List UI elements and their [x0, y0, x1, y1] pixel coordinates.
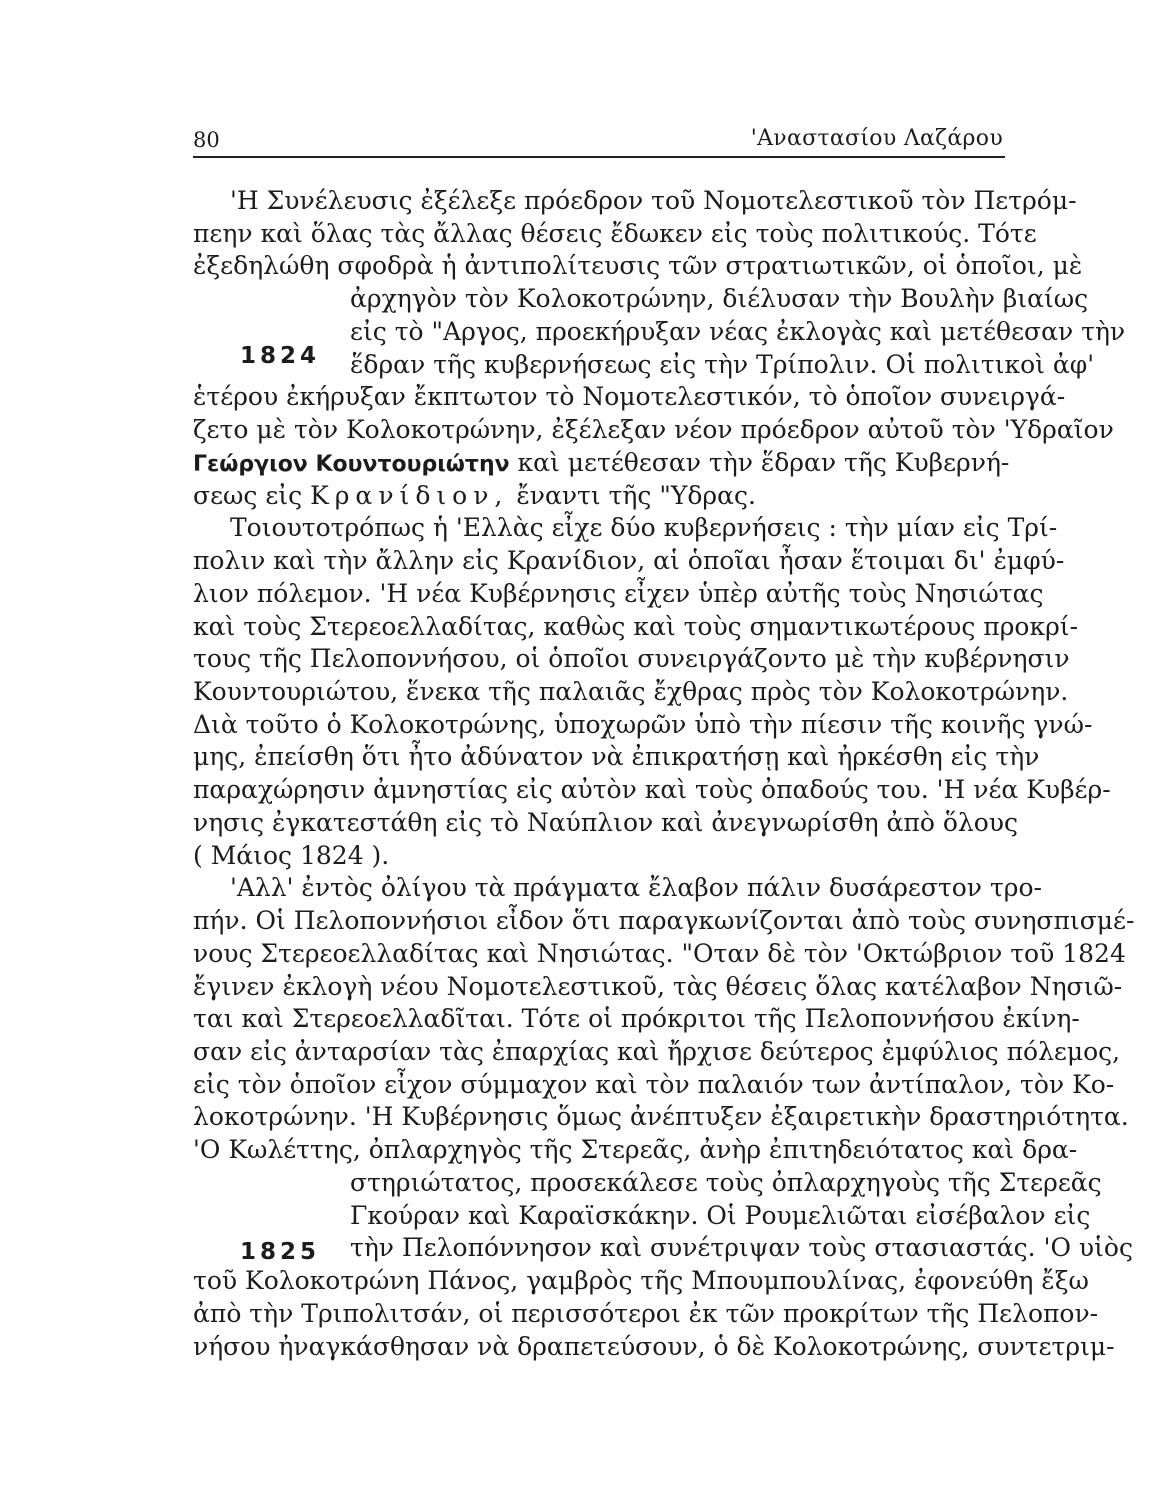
text-line: παραχώρησιν ἀμνηστίας εἰς αὐτὸν καὶ τοὺς ὀπαδούς του. 'Η νέα Κυβέρ-: [193, 775, 1111, 804]
spaced-place-name: Κρανίδιον,: [310, 481, 509, 510]
text-line: πολιν καὶ τὴν ἄλλην εἰς Κρανίδιον, αἱ ὁποῖαι ἦσαν ἕτοιμαι δι' ἐμφύ-: [193, 546, 1065, 575]
text-line: Γκούραν καὶ Καραϊσκάκην. Οἱ Ρουμελιῶται εἰσέβαλον εἰς: [350, 1201, 1091, 1230]
text-line: ἔγινεν ἐκλογὴ νέου Νομοτελεστικοῦ, τὰς θέσεις ὅλας κατέλαβον Νησιῶ-: [193, 972, 1123, 1001]
text-line: μης, ἐπείσθη ὅτι ἦτο ἀδύνατον νὰ ἐπικρατήσῃ καὶ ἠρκέσθη εἰς τὴν: [193, 742, 1040, 771]
margin-year-1824: 1824: [240, 343, 321, 369]
text-line: ἀρχηγὸν τὸν Κολοκοτρώνην, διέλυσαν τὴν Βουλὴν βιαίως: [350, 284, 1089, 313]
text-line: νήσου ἠναγκάσθησαν νὰ δραπετεύσουν, ὁ δὲ Κολοκοτρώνης, συντετριμ-: [193, 1332, 1115, 1361]
text-line: Διὰ τοῦτο ὁ Κολοκοτρώνης, ὑποχωρῶν ὑπὸ τὴν πίεσιν τῆς κοινῆς γνώ-: [193, 710, 1093, 739]
text-line: λιον πόλεμον. 'Η νέα Κυβέρνησις εἶχεν ὑπὲρ αὐτῆς τοὺς Νησιώτας: [193, 579, 1044, 608]
text-line: λοκοτρώνην. 'Η Κυβέρνησις ὅμως ἀνέπτυξεν ἐξαιρετικὴν δραστηριότητα.: [193, 1102, 1129, 1131]
text-line: ἐξεδηλώθη σφοδρὰ ἡ ἀντιπολίτευσις τῶν στρατιωτικῶν, οἱ ὁποῖοι, μὲ: [193, 251, 1083, 280]
text-line: καὶ τοὺς Στερεοελλαδίτας, καθὼς καὶ τοὺς σημαντικωτέρους προκρί-: [193, 612, 1079, 641]
text-segment: ἔναντι τῆς "Υδρας.: [516, 481, 756, 510]
text-line: Κουντουριώτου, ἕνεκα τῆς παλαιᾶς ἔχθρας πρὸς τὸν Κολοκοτρώνην.: [193, 677, 1069, 706]
text-line: 'Η Συνέλευσις ἐξέλεξε πρόεδρον τοῦ Νομοτελεστικοῦ τὸν Πετρόμ-: [230, 186, 1077, 215]
bold-person-name: Γεώργιον Κουντουριώτην: [193, 452, 510, 477]
text-line: 'Ο Κωλέττης, ὀπλαρχηγὸς τῆς Στερεᾶς, ἀνὴρ ἐπιτηδειότατος καὶ δρα-: [193, 1135, 1078, 1164]
text-line: ἕδραν τῆς κυβερνήσεως εἰς τὴν Τρίπολιν. Οἱ πολιτικοὶ ἀφ': [350, 350, 1095, 379]
text-line: 'Αλλ' ἐντὸς ὀλίγου τὰ πράγματα ἔλαβον πάλιν δυσάρεστον τρο-: [230, 873, 1042, 902]
text-line: [193, 448, 1010, 480]
text-line: πήν. Οἱ Πελοποννήσιοι εἶδον ὅτι παραγκωνίζονται ἀπὸ τοὺς συνησπισμέ-: [193, 906, 1135, 935]
text-line: νησις ἐγκατεστάθη εἰς τὸ Ναύπλιον καὶ ἀνεγνωρίσθη ἀπὸ ὅλους: [193, 808, 1018, 837]
text-line: Τοιουτοτρόπως ἡ 'Ελλὰς εἶχε δύο κυβερνήσεις : τὴν μίαν εἰς Τρί-: [230, 513, 1058, 542]
page-header: [193, 122, 1005, 158]
text-line: ται καὶ Στερεοελλαδῖται. Τότε οἱ πρόκριτοι τῆς Πελοποννήσου ἐκίνη-: [193, 1004, 1080, 1033]
text-line: ἑτέρου ἐκήρυξαν ἔκπτωτον τὸ Νομοτελεστικόν, τὸ ὁποῖον συνειργά-: [193, 382, 1066, 411]
text-line: πεην καὶ ὅλας τὰς ἄλλας θέσεις ἔδωκεν εἰς τοὺς πολιτικούς. Τότε: [193, 219, 1037, 248]
text-line: τοῦ Κολοκοτρώνη Πάνος, γαμβρὸς τῆς Μπουμπουλίνας, ἐφονεύθη ἔξω: [193, 1266, 1089, 1295]
text-line: [193, 481, 1001, 511]
page-number: 80: [193, 128, 220, 152]
text-segment: σεως εἰς: [193, 481, 303, 510]
text-line: ἀπὸ τὴν Τριπολιτσάν, οἱ περισσότεροι ἐκ τῶν προκρίτων τῆς Πελοπον-: [193, 1299, 1099, 1328]
text-line: στηριώτατος, προσεκάλεσε τοὺς ὀπλαρχηγοὺς τῆς Στερεᾶς: [350, 1168, 1102, 1197]
text-line: ( Μάιος 1824 ).: [193, 841, 390, 870]
text-line: εἰς τὸν ὁποῖον εἶχον σύμμαχον καὶ τὸν παλαιόν των ἀντίπαλον, τὸν Κο-: [193, 1070, 1115, 1099]
text-line: τὴν Πελοπόννησον καὶ συνέτριψαν τοὺς στασιαστάς. 'Ο υἱὸς: [350, 1233, 1133, 1262]
margin-year-1825: 1825: [240, 1239, 321, 1265]
text-line: εἰς τὸ "Αργος, προεκήρυξαν νέας ἐκλογὰς καὶ μετέθεσαν τὴν: [350, 317, 1126, 346]
text-segment: καὶ μετέθεσαν τὴν ἕδραν τῆς Κυβερνή-: [517, 448, 1010, 477]
running-head: 'Αναστασίου Λαζάρου: [750, 126, 1003, 151]
text-line: νους Στερεοελλαδίτας καὶ Νησιώτας. "Οταν δὲ τὸν 'Οκτώβριον τοῦ 1824: [193, 939, 1126, 968]
text-line: τους τῆς Πελοποννήσου, οἱ ὁποῖοι συνειργάζοντο μὲ τὴν κυβέρνησιν: [193, 644, 1070, 673]
text-line: σαν εἰς ἀνταρσίαν τὰς ἐπαρχίας καὶ ἤρχισε δεύτερος ἐμφύλιος πόλεμος,: [193, 1037, 1121, 1066]
text-line: ζετο μὲ τὸν Κολοκοτρώνην, ἐξέλεξαν νέον πρόεδρον αὐτοῦ τὸν 'Υδραῖον: [193, 415, 1114, 444]
